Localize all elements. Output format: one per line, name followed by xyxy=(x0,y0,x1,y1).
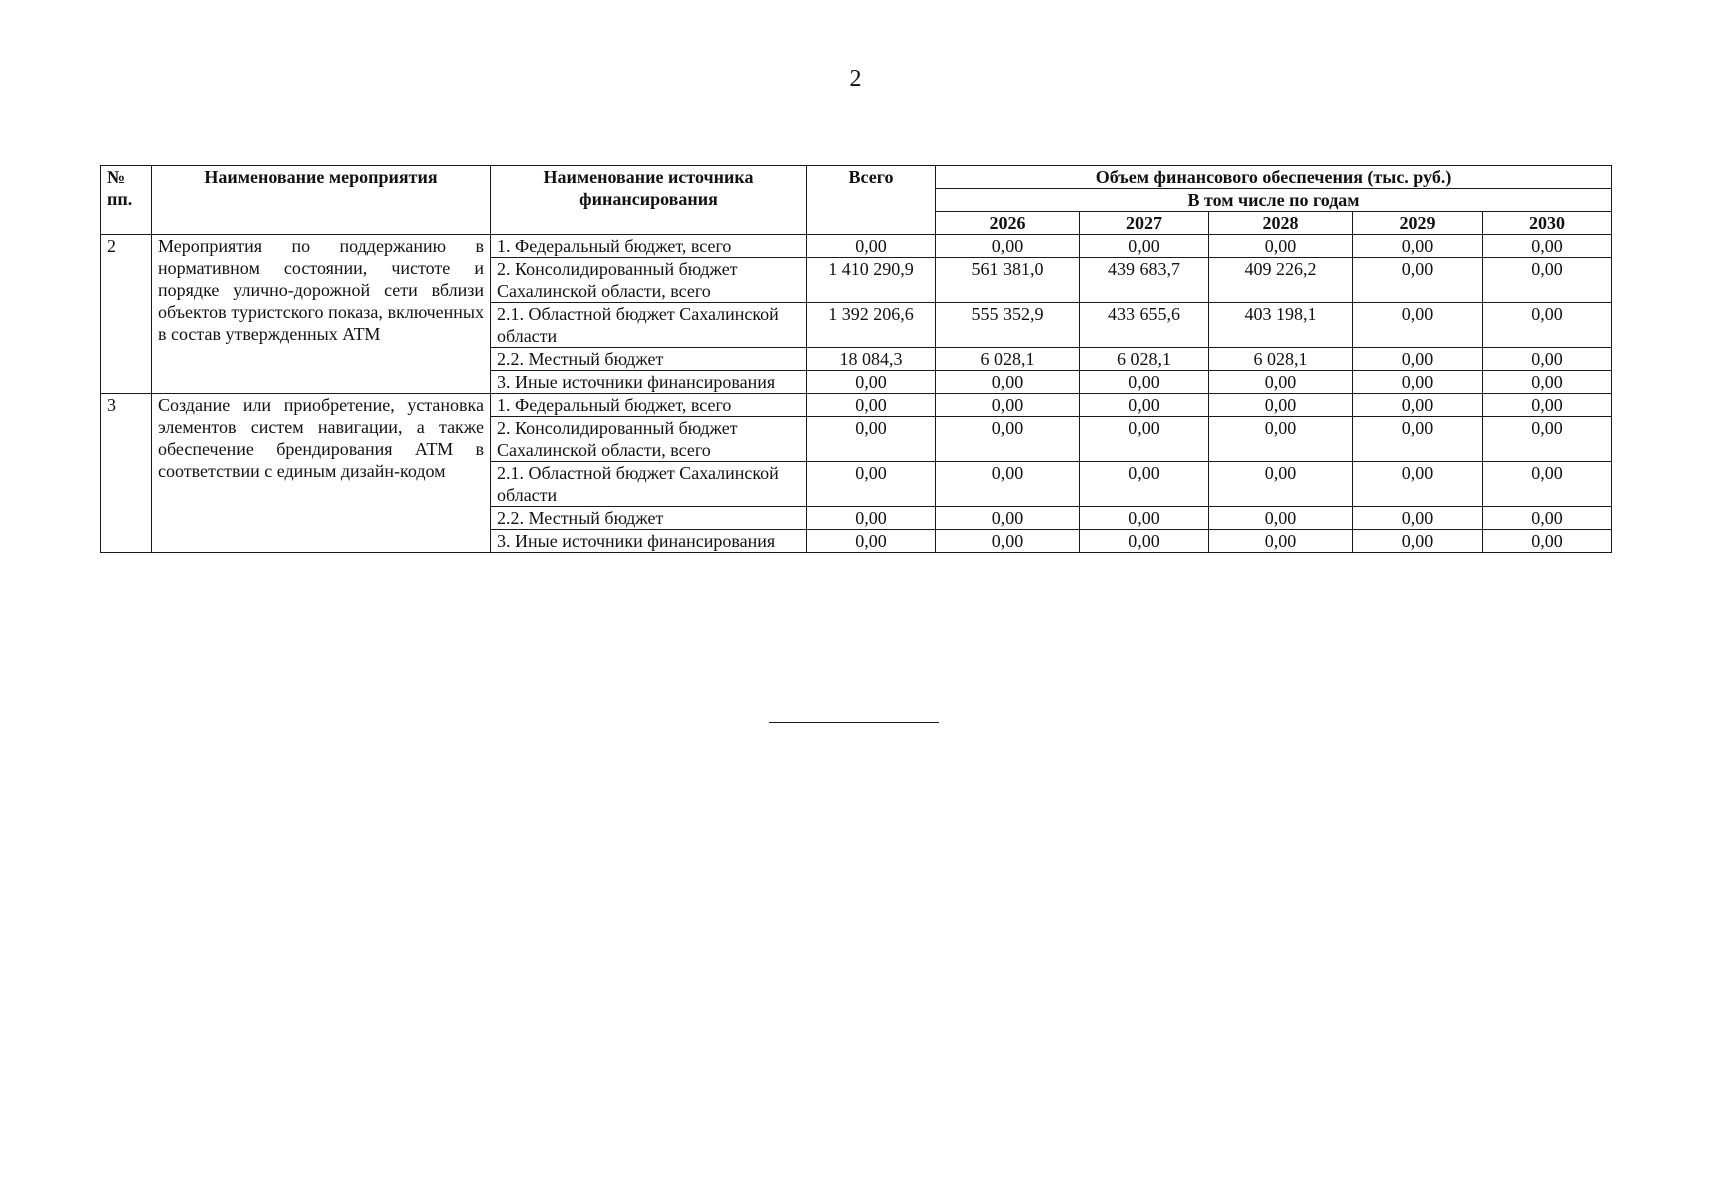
year-value-cell: 0,00 xyxy=(1483,462,1612,507)
funding-source-cell: 3. Иные источники финансирования xyxy=(491,530,807,553)
year-value-cell: 0,00 xyxy=(1483,371,1612,394)
year-value-cell: 6 028,1 xyxy=(1080,348,1209,371)
header-funding-volume: Объем финансового обеспечения (тыс. руб.) xyxy=(936,166,1612,189)
year-value-cell: 561 381,0 xyxy=(936,258,1080,303)
year-value-cell: 0,00 xyxy=(1080,394,1209,417)
year-value-cell: 0,00 xyxy=(1209,417,1353,462)
row-number: 3 xyxy=(101,394,152,553)
total-value-cell: 0,00 xyxy=(807,417,936,462)
funding-source-cell: 1. Федеральный бюджет, всего xyxy=(491,235,807,258)
year-value-cell: 0,00 xyxy=(936,507,1080,530)
year-value-cell: 0,00 xyxy=(1353,507,1483,530)
year-value-cell: 0,00 xyxy=(1353,530,1483,553)
funding-source-cell: 1. Федеральный бюджет, всего xyxy=(491,394,807,417)
year-value-cell: 6 028,1 xyxy=(1209,348,1353,371)
year-value-cell: 0,00 xyxy=(936,530,1080,553)
year-value-cell: 0,00 xyxy=(1080,530,1209,553)
total-value-cell: 0,00 xyxy=(807,462,936,507)
year-value-cell: 0,00 xyxy=(1353,371,1483,394)
year-value-cell: 0,00 xyxy=(1483,303,1612,348)
header-year: 2026 xyxy=(936,212,1080,235)
table-row xyxy=(101,394,1612,417)
year-value-cell: 0,00 xyxy=(1483,348,1612,371)
funding-source-cell: 2.2. Местный бюджет xyxy=(491,507,807,530)
funding-table xyxy=(100,165,1612,553)
table-body xyxy=(101,235,1612,553)
funding-source-cell: 2.2. Местный бюджет xyxy=(491,348,807,371)
year-value-cell: 0,00 xyxy=(1080,507,1209,530)
year-value-cell: 6 028,1 xyxy=(936,348,1080,371)
funding-source-cell: 2. Консолидированный бюджет Сахалинской области, всего xyxy=(491,258,807,303)
total-value-cell: 18 084,3 xyxy=(807,348,936,371)
year-value-cell: 0,00 xyxy=(1483,507,1612,530)
year-value-cell: 0,00 xyxy=(1483,235,1612,258)
header-year: 2027 xyxy=(1080,212,1209,235)
year-value-cell: 0,00 xyxy=(1353,417,1483,462)
header-total: Всего xyxy=(807,166,936,235)
row-number: 2 xyxy=(101,235,152,394)
table-row xyxy=(101,235,1612,258)
header-event-name: Наименование мероприятия xyxy=(152,166,491,235)
year-value-cell: 439 683,7 xyxy=(1080,258,1209,303)
year-value-cell: 0,00 xyxy=(1080,462,1209,507)
header-number: № пп. xyxy=(101,166,152,235)
total-value-cell: 1 392 206,6 xyxy=(807,303,936,348)
year-value-cell: 0,00 xyxy=(936,462,1080,507)
year-value-cell: 0,00 xyxy=(1353,348,1483,371)
year-value-cell: 0,00 xyxy=(1080,235,1209,258)
year-value-cell: 0,00 xyxy=(1353,235,1483,258)
year-value-cell: 0,00 xyxy=(1209,235,1353,258)
end-divider xyxy=(769,722,939,723)
year-value-cell: 0,00 xyxy=(1209,462,1353,507)
total-value-cell: 0,00 xyxy=(807,371,936,394)
year-value-cell: 555 352,9 xyxy=(936,303,1080,348)
year-value-cell: 0,00 xyxy=(936,371,1080,394)
funding-source-cell: 2. Консолидированный бюджет Сахалинской области, всего xyxy=(491,417,807,462)
funding-source-cell: 3. Иные источники финансирования xyxy=(491,371,807,394)
year-value-cell: 433 655,6 xyxy=(1080,303,1209,348)
funding-source-cell: 2.1. Областной бюджет Сахалинской области xyxy=(491,462,807,507)
year-value-cell: 0,00 xyxy=(1353,258,1483,303)
funding-source-cell: 2.1. Областной бюджет Сахалинской области xyxy=(491,303,807,348)
year-value-cell: 0,00 xyxy=(1209,394,1353,417)
year-value-cell: 0,00 xyxy=(1353,462,1483,507)
total-value-cell: 0,00 xyxy=(807,530,936,553)
year-value-cell: 409 226,2 xyxy=(1209,258,1353,303)
year-value-cell: 403 198,1 xyxy=(1209,303,1353,348)
year-value-cell: 0,00 xyxy=(936,235,1080,258)
header-year: 2029 xyxy=(1353,212,1483,235)
year-value-cell: 0,00 xyxy=(1483,394,1612,417)
year-value-cell: 0,00 xyxy=(1483,417,1612,462)
year-value-cell: 0,00 xyxy=(936,394,1080,417)
year-value-cell: 0,00 xyxy=(1080,371,1209,394)
total-value-cell: 0,00 xyxy=(807,507,936,530)
header-source-name: Наименование источника финансирования xyxy=(491,166,807,235)
year-value-cell: 0,00 xyxy=(1353,394,1483,417)
header-year: 2028 xyxy=(1209,212,1353,235)
total-value-cell: 0,00 xyxy=(807,235,936,258)
year-value-cell: 0,00 xyxy=(1483,530,1612,553)
year-value-cell: 0,00 xyxy=(1353,303,1483,348)
year-value-cell: 0,00 xyxy=(1080,417,1209,462)
year-value-cell: 0,00 xyxy=(1483,258,1612,303)
year-value-cell: 0,00 xyxy=(1209,530,1353,553)
year-value-cell: 0,00 xyxy=(1209,371,1353,394)
year-value-cell: 0,00 xyxy=(1209,507,1353,530)
page-number: 2 xyxy=(849,66,862,92)
event-name-cell: Создание или приобретение, установка элементов систем навигации, а также обеспечение брендирования АТМ в соответствии с единым дизайн-кодом xyxy=(152,394,491,553)
header-by-years: В том числе по годам xyxy=(936,189,1612,212)
event-name-cell: Мероприятия по поддержанию в нормативном состоянии, чистоте и порядке улично-дорожной сети вблизи объектов туристского показа, включенных в состав утвержденных АТМ xyxy=(152,235,491,394)
total-value-cell: 1 410 290,9 xyxy=(807,258,936,303)
year-value-cell: 0,00 xyxy=(936,417,1080,462)
header-year: 2030 xyxy=(1483,212,1612,235)
total-value-cell: 0,00 xyxy=(807,394,936,417)
